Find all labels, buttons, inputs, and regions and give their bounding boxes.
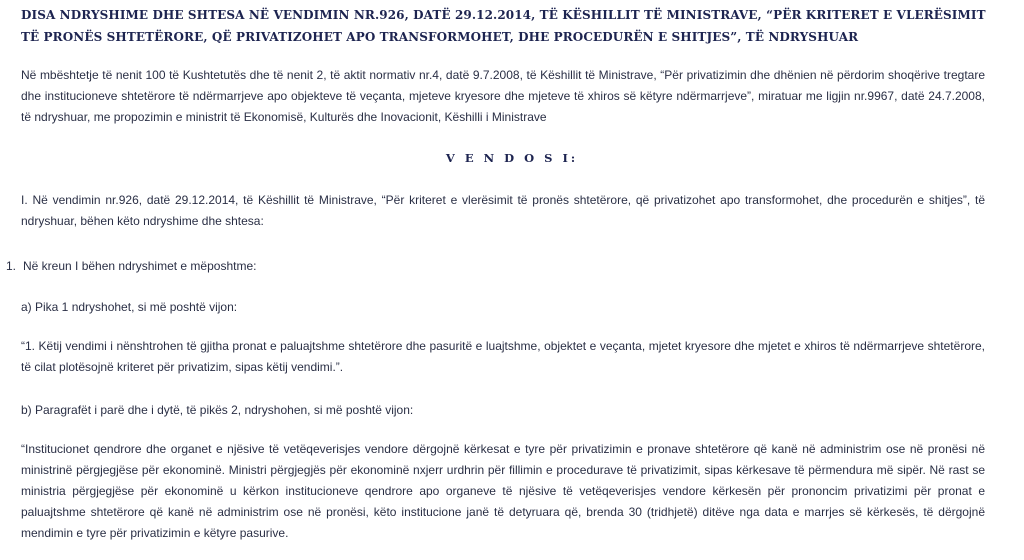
point-a-quote: “1. Këtij vendimi i nënshtrohen të gjitha pronat e paluajtshme shtetërore dhe pasuritë e luajtshme, objektet e veçanta, mjetet kryesore dhe mjetet e xhiros të ndërmarrjeve shtetërore, të cilat plotësojnë kriteret për privatizim, sipas këtij vendimi.”. bbox=[21, 339, 985, 374]
point-b-quote: “Institucionet qendrore dhe organet e njësive të vetëqeverisjes vendore dërgojnë kërkesat e tyre për privatizimin e pronave shtetërore që kanë në administrim ose në pronësi në ministrinë përgjegjëse për ekonominë. Ministri përgjegjës për ekonominë nxjerr urdhrin për fillimin e procedurave të privatizimit, sipas kërkesave të përmendura më sipër. Në rast se ministria përgjegjëse për ekonominë u kërkon institucioneve qendrore apo organeve të njësive të vetëqeverisjes vendore kërkesën për prononcim privatizimi për pronat e paluajtshme shtetërore që kanë në administrim ose në pronësi, këto institucione janë të detyruara që, brenda 30 (tridhjetë) ditëve nga data e marrjes së kërkesës, të dërgojnë mendimin e tyre për privatizimin e këtyre pasurive. bbox=[21, 442, 985, 540]
point-b-paragraph: b) Paragrafët i parë dhe i dytë, të pikës 2, ndryshohen, si më poshtë vijon: bbox=[21, 403, 414, 417]
document-title: DISA NDRYSHIME DHE SHTESA NË VENDIMIN NR.926, DATË 29.12.2014, TË KËSHILLIT TË MINISTRAVE, “PËR KRITERET E VLERËSIMIT TË PRONËS SHTETËRORE, QË PRIVATIZOHET APO TRANSFORMOHET, DHE PROCEDURËN E SHITJES”, TË NDRYSHUAR bbox=[21, 8, 986, 44]
point-a-paragraph: a) Pika 1 ndryshohet, si më poshtë vijon: bbox=[21, 300, 238, 314]
section-1-paragraph: I. Në vendimin nr.926, datë 29.12.2014, të Këshillit të Ministrave, “Për kriteret e vlerësimit të pronës shtetërore, që privatizohet apo transformohet, dhe procedurën e shitjes”, të ndryshuar, bëhen këto ndryshime dhe shtesa: bbox=[21, 193, 985, 228]
item-1-text: Në kreun I bëhen ndryshimet e mëposhtme: bbox=[23, 259, 257, 273]
item-1 bbox=[6, 256, 256, 277]
preamble-paragraph: Në mbështetje të nenit 100 të Kushtetutës dhe të nenit 2, të aktit normativ nr.4, datë 9.7.2008, të Këshillit të Ministrave, “Për privatizimin dhe dhënien në përdorim shoqërive tregtare dhe institucioneve shtetërore të ndërmarrjeve apo objekteve të veçanta, mjeteve kryesore dhe mjeteve të xhiros së këtyre ndërmarrjeve”, miratuar me ligjin nr.9967, datë 24.7.2008, të ndryshuar, me propozimin e ministrit të Ekonomisë, Kulturës dhe Inovacionit, Këshilli i Ministrave bbox=[21, 68, 985, 124]
item-1-number: 1. bbox=[6, 259, 17, 273]
decides-heading: V E N D O S I: bbox=[445, 151, 579, 165]
